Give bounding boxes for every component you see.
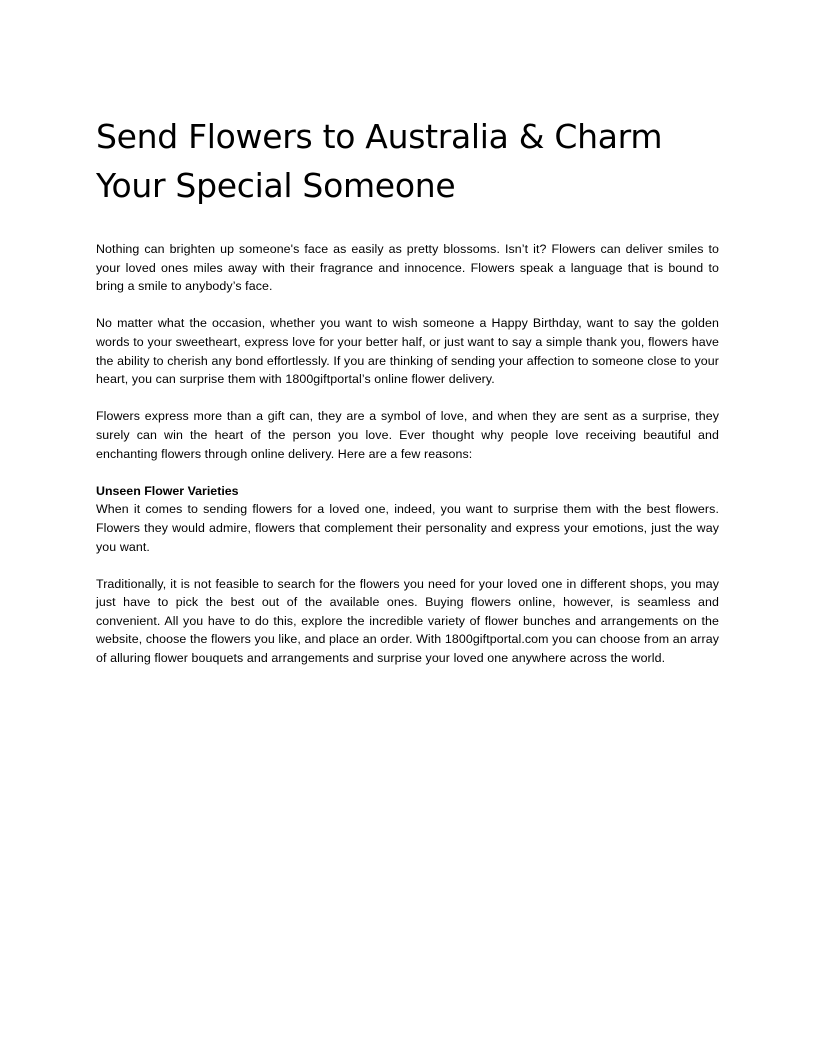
section-heading: Unseen Flower Varieties bbox=[96, 483, 239, 498]
intro-paragraph-1: Nothing can brighten up someone's face as easily as pretty blossoms. Isn’t it? Flowers can deliver smiles to your loved ones miles away with their fragrance and innocence. Flowers speak a language that is bound to bring a smile to anybody’s face. bbox=[96, 242, 719, 294]
intro-paragraph-2: No matter what the occasion, whether you want to wish someone a Happy Birthday, want to say the golden words to your sweetheart, express love for your better half, or just want to say a simple thank you, flowers have the ability to cherish any bond effortlessly. If you are thinking of sending your affection to someone close to your heart, you can surprise them with 1800giftportal’s online flower delivery. bbox=[96, 316, 719, 387]
section-paragraph-1: When it comes to sending flowers for a loved one, indeed, you want to surprise them with the best flowers. Flowers they would admire, flowers that complement their personality and express your emotions, just the way you want. bbox=[96, 502, 719, 554]
document-page bbox=[96, 112, 719, 686]
section-paragraph-2: Traditionally, it is not feasible to search for the flowers you need for your loved one in different shops, you may just have to pick the best out of the available ones. Buying flowers online, however, is seamless and convenient. All you have to do this, explore the incredible variety of flower bunches and arrangements on the website, choose the flowers you like, and place an order. With 1800giftportal.com you can choose from an array of alluring flower bouquets and arrangements and surprise your loved one anywhere across the world. bbox=[96, 576, 719, 666]
document-title: Send Flowers to Australia & Charm Your Special Someone bbox=[96, 117, 663, 205]
intro-paragraph-3: Flowers express more than a gift can, they are a symbol of love, and when they are sent as a surprise, they surely can win the heart of the person you love. Ever thought why people love receiving beautiful and enchanting flowers through online delivery. Here are a few reasons: bbox=[96, 409, 719, 461]
